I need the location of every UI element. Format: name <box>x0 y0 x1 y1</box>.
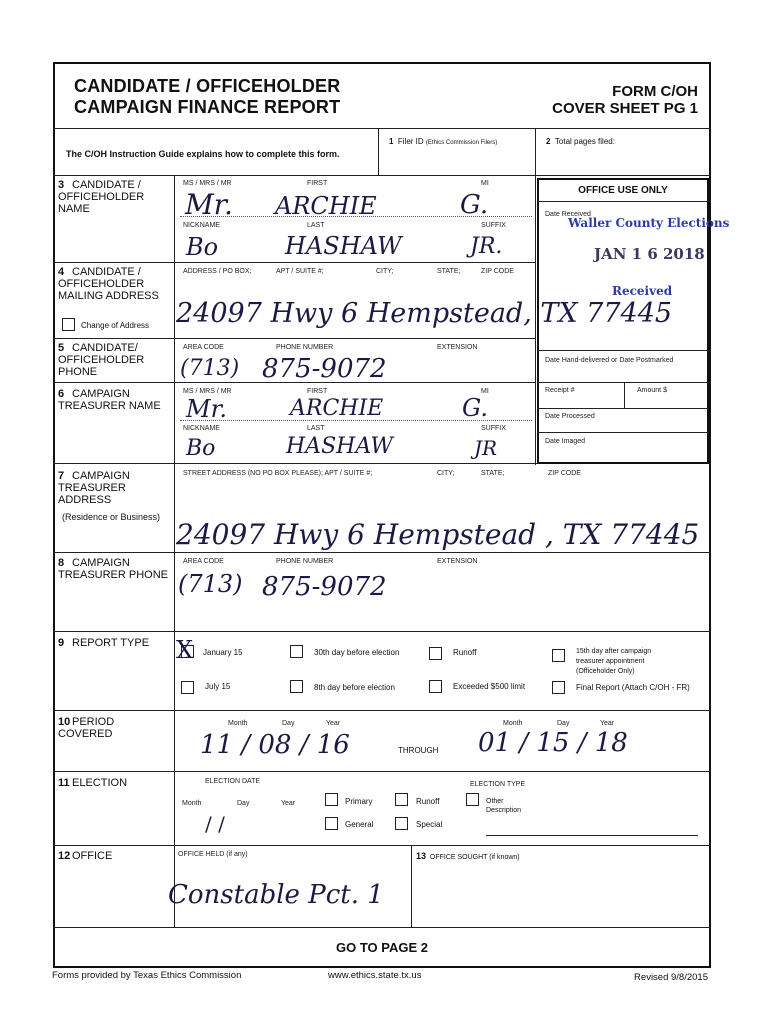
section-3-label: 3 CANDIDATE / OFFICEHOLDER NAME <box>58 179 145 215</box>
through-label: THROUGH <box>398 746 439 755</box>
divider <box>53 552 711 553</box>
section-7-label: 7 CAMPAIGN TREASURER ADDRESS <box>58 470 130 506</box>
section-10-label: 10 PERIOD COVERED <box>58 716 115 740</box>
form-title-line2: CAMPAIGN FINANCE REPORT <box>74 97 341 117</box>
treas-nickname-handwritten[interactable]: Bo <box>186 436 216 461</box>
day-label: Day <box>557 720 570 727</box>
divider <box>53 175 711 176</box>
footer-provider: Forms provided by Texas Ethics Commission <box>52 970 242 981</box>
phone-number-label: PHONE NUMBER <box>276 344 334 351</box>
runoff-election-checkbox[interactable] <box>395 793 408 806</box>
stamp-county: Waller County Elections <box>568 216 730 230</box>
day15-checkbox[interactable] <box>552 649 565 662</box>
divider <box>53 631 711 632</box>
form-title-line1: CANDIDATE / OFFICEHOLDER <box>74 76 341 96</box>
treas-phone-handwritten[interactable]: 875-9072 <box>262 572 387 602</box>
special-checkbox[interactable] <box>395 817 408 830</box>
election-date-slashes: / / <box>205 812 225 836</box>
last-label: LAST <box>307 425 325 432</box>
year-label: Year <box>600 720 615 727</box>
area-code-label: AREA CODE <box>183 344 224 351</box>
divider <box>53 262 535 263</box>
jan15-label: January 15 <box>203 648 243 657</box>
treas-suffix-handwritten[interactable]: JR <box>474 436 498 460</box>
divider <box>537 382 709 383</box>
day8-label: 8th day before election <box>314 683 395 692</box>
divider <box>537 408 709 409</box>
office-held-handwritten[interactable]: Constable Pct. 1 <box>168 880 384 910</box>
divider <box>53 845 711 846</box>
divider <box>53 382 535 383</box>
other-description-line <box>486 835 698 836</box>
month-label: Month <box>503 720 523 727</box>
final-report-label: Final Report (Attach C/OH - FR) <box>576 683 690 692</box>
treas-last-handwritten[interactable]: HASHAW <box>286 434 393 459</box>
divider <box>53 927 711 928</box>
address-label: ADDRESS / PO BOX; <box>183 268 252 275</box>
month-label: Month <box>228 720 248 727</box>
divider <box>537 201 709 202</box>
cand-nickname-handwritten[interactable]: Bo <box>186 233 219 261</box>
day15-label: 15th day after campaign treasurer appointment (Officeholder Only) <box>576 648 652 675</box>
cand-last-handwritten[interactable]: HASHAW <box>285 232 402 260</box>
treas-area-handwritten[interactable]: (713) <box>178 570 243 598</box>
section-6-label: 6 CAMPAIGN TREASURER NAME <box>58 388 161 412</box>
extension-label: EXTENSION <box>437 558 478 565</box>
cand-suffix-handwritten[interactable]: JR. <box>470 234 503 259</box>
exceeded-checkbox[interactable] <box>429 680 442 693</box>
ms-mrs-mr-label: MS / MRS / MR <box>183 180 232 187</box>
other-label: Other Description <box>486 798 522 814</box>
footer-revised: Revised 9/8/2015 <box>634 972 708 983</box>
date-imaged-label: Date Imaged <box>545 438 586 445</box>
change-of-address-label: Change of Address <box>81 321 150 330</box>
first-label: FIRST <box>307 180 328 187</box>
instruction-text: The C/OH Instruction Guide explains how to complete this form. <box>66 149 340 159</box>
divider <box>53 710 711 711</box>
exceeded-label: Exceeded $500 limit <box>453 682 526 691</box>
divider <box>53 128 711 129</box>
treas-mi-handwritten[interactable]: G. <box>462 394 488 422</box>
primary-label: Primary <box>345 797 373 806</box>
cand-area-handwritten[interactable]: (713) <box>180 356 240 381</box>
ms-mrs-mr-label: MS / MRS / MR <box>183 388 232 395</box>
hand-delivered-label: Date Hand-delivered or Date Postmarked <box>545 357 674 364</box>
section-9-label: 9 REPORT TYPE <box>58 637 150 649</box>
suffix-label: SUFFIX <box>481 425 506 432</box>
change-of-address-checkbox[interactable] <box>62 318 75 331</box>
general-checkbox[interactable] <box>325 817 338 830</box>
divider <box>411 845 412 927</box>
label-column-divider <box>174 175 175 927</box>
suffix-label: SUFFIX <box>481 222 506 229</box>
state-label: STATE; <box>437 268 461 275</box>
final-report-checkbox[interactable] <box>552 681 565 694</box>
date-processed-label: Date Processed <box>545 413 595 420</box>
runoff-election-label: Runoff <box>416 797 440 806</box>
mi-label: MI <box>481 388 489 395</box>
year-label: Year <box>326 720 341 727</box>
section-11-label: 11 ELECTION <box>58 777 128 789</box>
stamp-date: JAN 1 6 2018 <box>594 245 705 263</box>
mi-label: MI <box>481 180 489 187</box>
day8-checkbox[interactable] <box>290 680 303 693</box>
city-label: CITY; <box>376 268 394 275</box>
cand-first-handwritten[interactable]: ARCHIE <box>275 192 377 220</box>
primary-checkbox[interactable] <box>325 793 338 806</box>
period-from-handwritten[interactable]: 11 / 08 / 16 <box>200 730 350 760</box>
other-checkbox[interactable] <box>466 793 479 806</box>
office-use-title: OFFICE USE ONLY <box>578 185 668 196</box>
divider <box>53 338 535 339</box>
cand-phone-handwritten[interactable]: 875-9072 <box>262 354 387 384</box>
office-held-label: OFFICE HELD (if any) <box>178 851 248 858</box>
treas-first-handwritten[interactable]: ARCHIE <box>290 396 384 421</box>
runoff-label: Runoff <box>453 648 477 657</box>
jul15-label: July 15 <box>205 682 231 691</box>
section-4-label: 4 CANDIDATE / OFFICEHOLDER MAILING ADDRESS <box>58 266 159 302</box>
treas-title-handwritten[interactable]: Mr. <box>186 395 228 423</box>
extension-label: EXTENSION <box>437 344 478 351</box>
nickname-label: NICKNAME <box>183 222 220 229</box>
cand-address-handwritten[interactable]: 24097 Hwy 6 Hempstead, TX 77445 <box>176 298 673 329</box>
month-label: Month <box>182 800 202 807</box>
form-id-line2: COVER SHEET PG 1 <box>552 100 698 117</box>
divider <box>537 432 709 433</box>
date-received-label: Date Received <box>545 211 591 218</box>
street-address-label: STREET ADDRESS (NO PO BOX PLEASE); APT / SUITE #; <box>183 470 373 477</box>
area-code-label: AREA CODE <box>183 558 224 565</box>
go-to-page-2: GO TO PAGE 2 <box>336 940 428 955</box>
day30-label: 30th day before election <box>314 648 400 657</box>
year-label: Year <box>281 800 296 807</box>
city-label: CITY; <box>437 470 455 477</box>
office-sought-label: 13 OFFICE SOUGHT (if known) <box>416 851 520 861</box>
special-label: Special <box>416 820 443 829</box>
cand-title-handwritten[interactable]: Mr. <box>185 188 233 221</box>
general-label: General <box>345 820 374 829</box>
runoff-checkbox[interactable] <box>429 647 442 660</box>
section-8-label: 8 CAMPAIGN TREASURER PHONE <box>58 557 169 581</box>
treas-address-handwritten[interactable]: 24097 Hwy 6 Hempstead , TX 77445 <box>176 518 700 551</box>
last-label: LAST <box>307 222 325 229</box>
divider <box>535 128 536 175</box>
form-id-line1: FORM C/OH <box>612 83 698 100</box>
stamp-received: Received <box>612 284 673 298</box>
phone-number-label: PHONE NUMBER <box>276 558 334 565</box>
nickname-label: NICKNAME <box>183 425 220 432</box>
check-mark-handwritten: X <box>176 636 194 664</box>
first-label: FIRST <box>307 388 328 395</box>
receipt-label: Receipt # <box>545 387 575 394</box>
day-label: Day <box>282 720 295 727</box>
day-label: Day <box>237 800 250 807</box>
zip-label: ZIP CODE <box>481 268 514 275</box>
cand-mi-handwritten[interactable]: G. <box>460 190 489 220</box>
day30-checkbox[interactable] <box>290 645 303 658</box>
period-to-handwritten[interactable]: 01 / 15 / 18 <box>478 728 628 758</box>
jul15-checkbox[interactable] <box>181 681 194 694</box>
footer-website[interactable]: www.ethics.state.tx.us <box>328 970 422 981</box>
divider <box>53 771 711 772</box>
section-5-label: 5 CANDIDATE/ OFFICEHOLDER PHONE <box>58 342 145 378</box>
amount-label: Amount $ <box>637 387 667 394</box>
election-type-label: ELECTION TYPE <box>470 781 526 788</box>
apt-label: APT / SUITE #; <box>276 268 324 275</box>
total-pages-label[interactable]: 2 Total pages filed: <box>546 137 615 146</box>
section-12-label: 12 OFFICE <box>58 850 113 862</box>
zip-label: ZIP CODE <box>548 470 581 477</box>
election-date-label: ELECTION DATE <box>205 778 261 785</box>
divider <box>624 382 625 408</box>
divider <box>378 128 379 175</box>
filer-id-label: 1 Filer ID (Ethics Commission Filers) <box>389 137 498 146</box>
state-label: STATE; <box>481 470 505 477</box>
divider <box>537 350 709 351</box>
residence-note: (Residence or Business) <box>62 512 161 522</box>
